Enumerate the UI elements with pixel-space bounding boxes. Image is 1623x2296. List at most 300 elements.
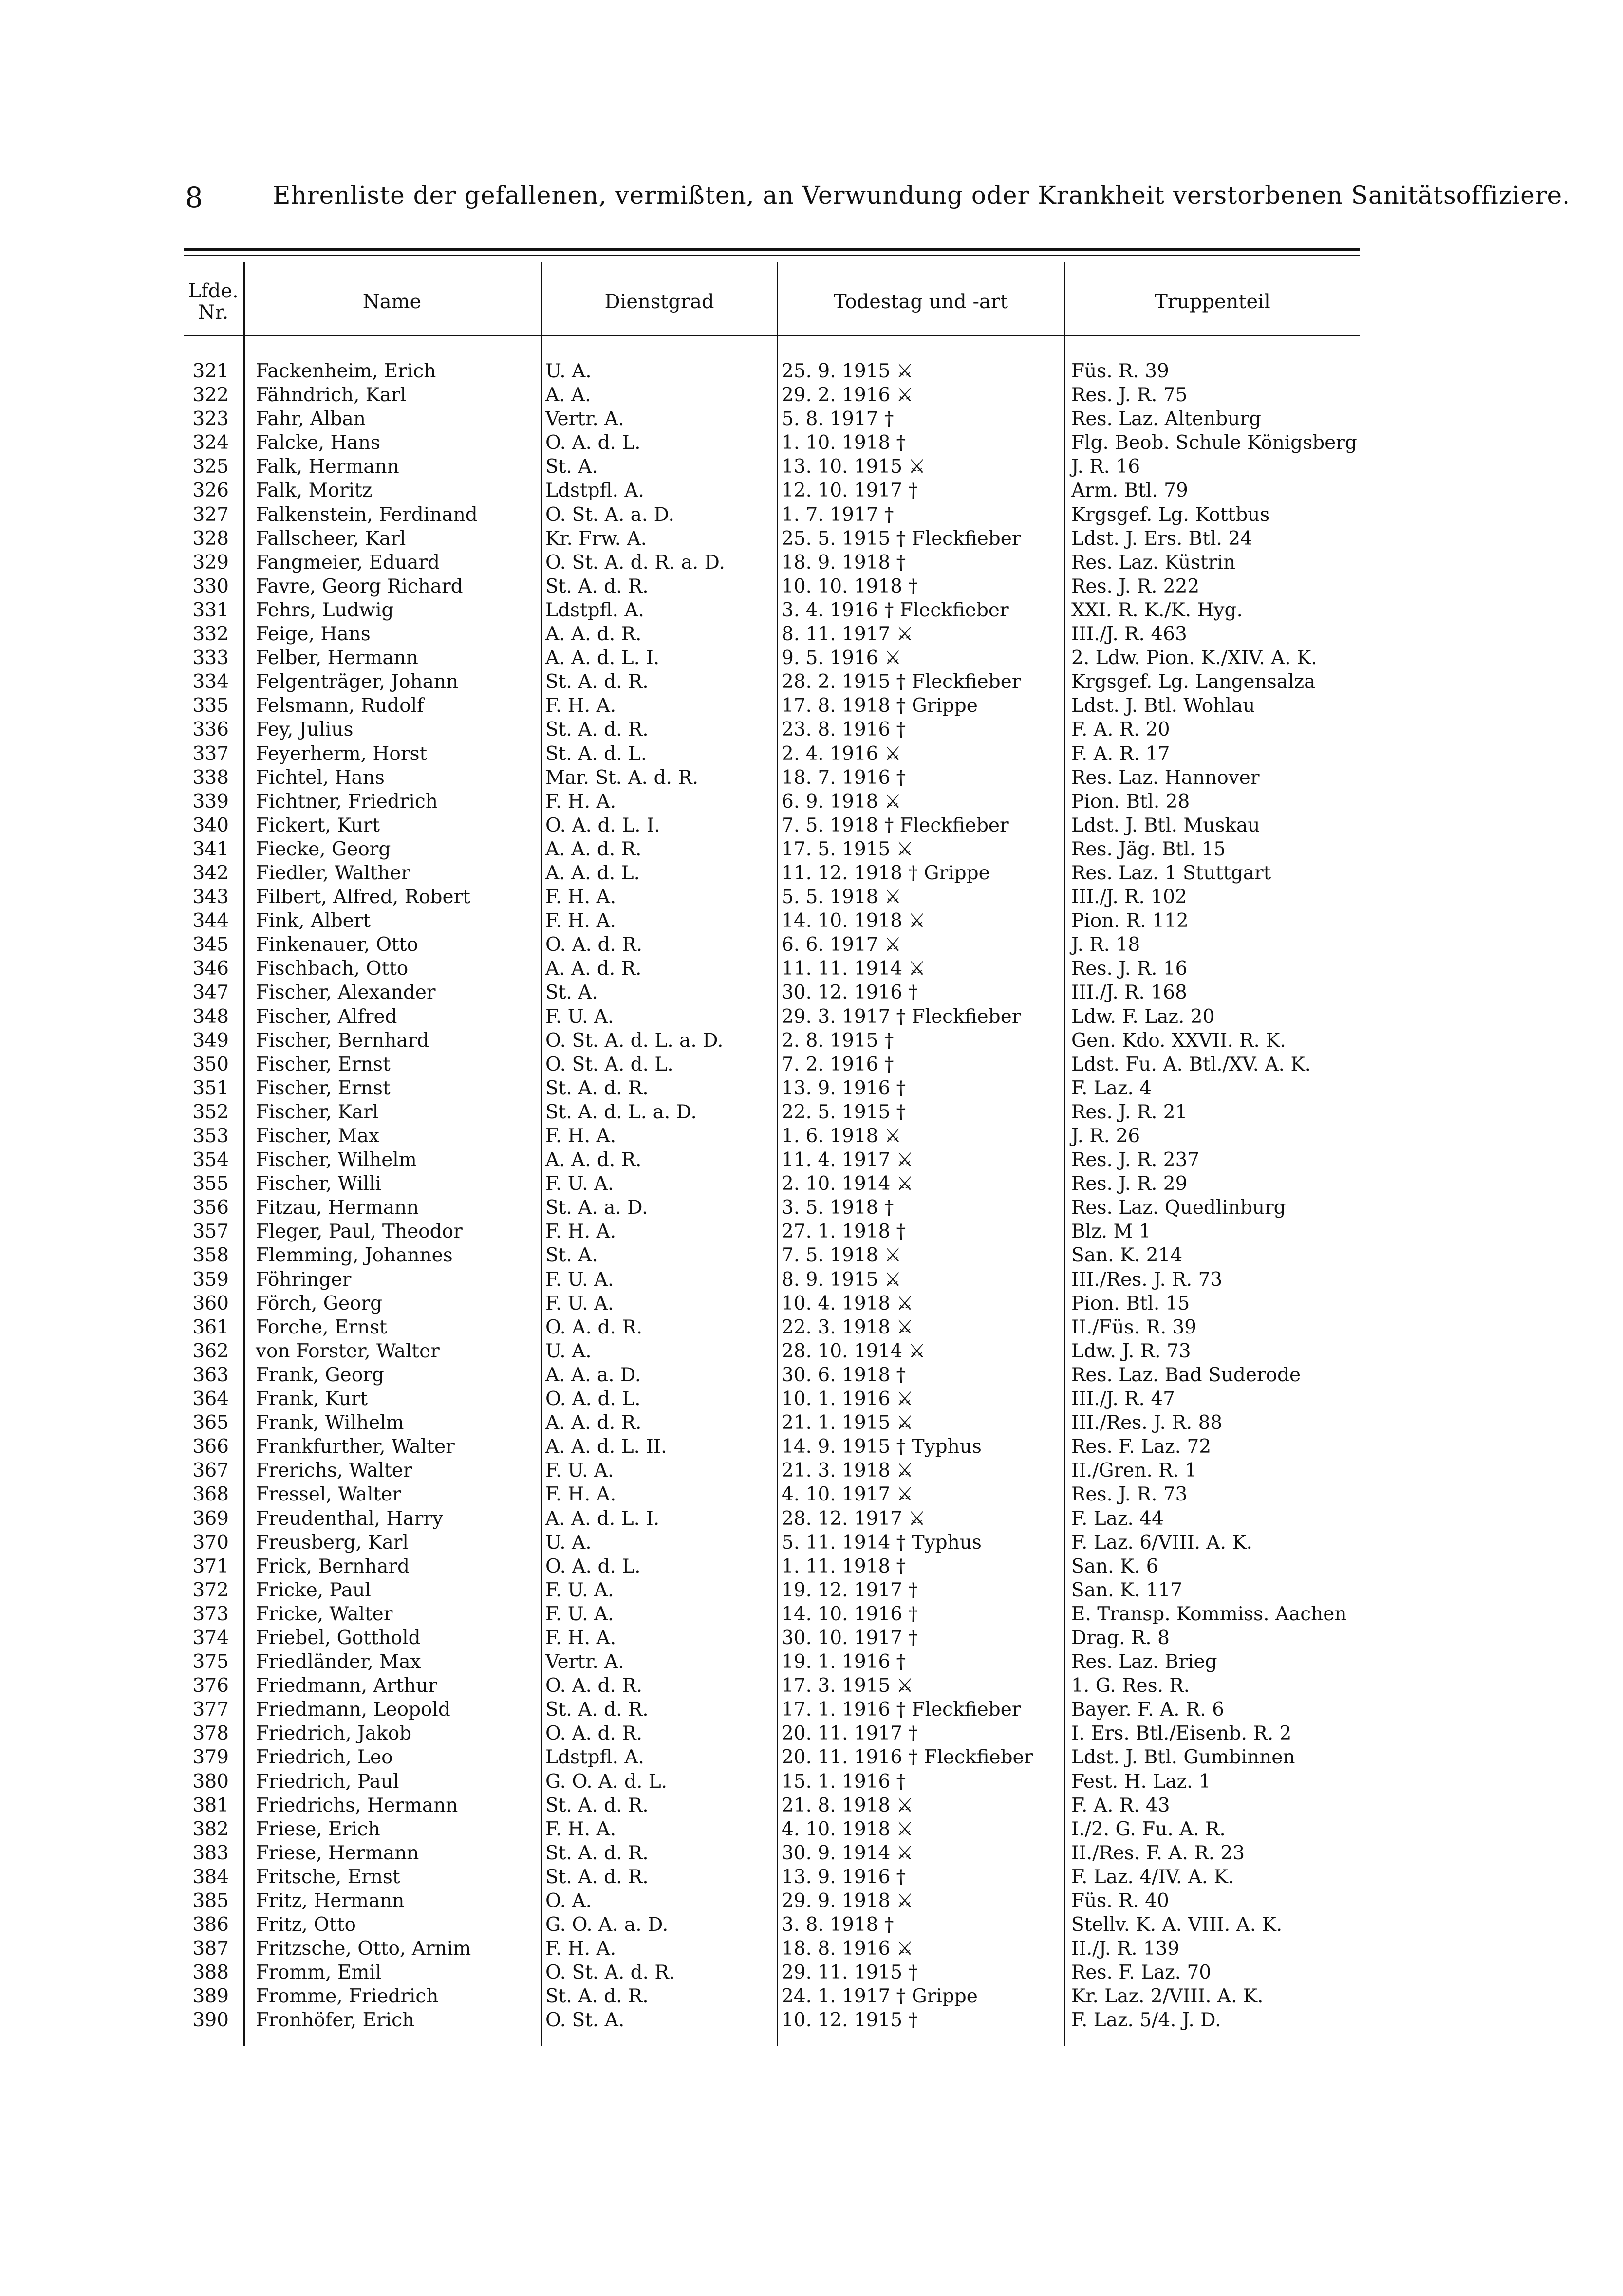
cell-name: Friebel, Gotthold xyxy=(256,1627,421,1649)
cell-death: 7. 2. 1916 † xyxy=(782,1053,894,1075)
cell-nr: 332 xyxy=(192,623,229,646)
cell-name: Fiedler, Walther xyxy=(256,862,410,884)
cell-rank: O. St. A. a. D. xyxy=(545,503,674,526)
cell-nr: 325 xyxy=(192,456,229,478)
cell-rank: U. A. xyxy=(545,360,592,382)
cell-nr: 338 xyxy=(192,766,229,789)
cell-name: Flemming, Johannes xyxy=(256,1244,453,1267)
cell-name: Fischer, Willi xyxy=(256,1173,382,1195)
cell-name: Fitzau, Hermann xyxy=(256,1197,419,1219)
cell-name: Forche, Ernst xyxy=(256,1316,387,1338)
cell-name: Fritz, Hermann xyxy=(256,1890,405,1912)
cell-unit: Res. Laz. Hannover xyxy=(1071,766,1260,789)
cell-nr: 323 xyxy=(192,408,229,430)
cell-rank: Ldstpfl. A. xyxy=(545,599,644,621)
cell-death: 20. 11. 1917 † xyxy=(782,1722,918,1745)
cell-nr: 360 xyxy=(192,1292,229,1315)
cell-unit: F. Laz. 4 xyxy=(1071,1077,1152,1099)
cell-unit: XXI. R. K./K. Hyg. xyxy=(1071,599,1243,621)
cell-rank: A. A. d. L. I. xyxy=(545,647,660,669)
cell-rank: O. A. xyxy=(545,1890,592,1912)
cell-death: 18. 9. 1918 † xyxy=(782,551,906,574)
cell-death: 10. 12. 1915 † xyxy=(782,2009,918,2032)
cell-nr: 366 xyxy=(192,1436,229,1458)
header-name: Name xyxy=(362,291,422,313)
cell-name: Fromm, Emil xyxy=(256,1962,382,1984)
cell-name: Falkenstein, Ferdinand xyxy=(256,503,478,526)
cell-name: Fischer, Wilhelm xyxy=(256,1149,417,1171)
cell-unit: Kr. Laz. 2/VIII. A. K. xyxy=(1071,1985,1264,2008)
cell-nr: 371 xyxy=(192,1555,229,1577)
cell-rank: A. A. d. L. xyxy=(545,862,640,884)
cell-name: Fritsche, Ernst xyxy=(256,1866,400,1888)
cell-rank: St. A. a. D. xyxy=(545,1197,648,1219)
cell-nr: 372 xyxy=(192,1579,229,1601)
cell-rank: F. H. A. xyxy=(545,1627,616,1649)
cell-death: 21. 3. 1918 ⚔ xyxy=(782,1460,914,1482)
cell-rank: F. H. A. xyxy=(545,1938,616,1960)
cell-rank: F. H. A. xyxy=(545,695,616,717)
cell-rank: U. A. xyxy=(545,1340,592,1362)
cell-nr: 345 xyxy=(192,934,229,956)
cell-rank: F. U. A. xyxy=(545,1173,614,1195)
cell-death: 3. 8. 1918 † xyxy=(782,1914,894,1936)
cell-name: Fischer, Ernst xyxy=(256,1077,391,1099)
cell-nr: 333 xyxy=(192,647,229,669)
cell-unit: F. Laz. 4/IV. A. K. xyxy=(1071,1866,1234,1888)
cell-rank: Vertr. A. xyxy=(545,408,624,430)
cell-unit: Füs. R. 39 xyxy=(1071,360,1169,382)
cell-nr: 370 xyxy=(192,1531,229,1554)
cell-name: Fleger, Paul, Theodor xyxy=(256,1221,463,1243)
cell-unit: Ldst. Fu. A. Btl./XV. A. K. xyxy=(1071,1053,1311,1075)
cell-nr: 350 xyxy=(192,1053,229,1075)
cell-rank: A. A. d. R. xyxy=(545,838,642,860)
cell-name: Felsmann, Rudolf xyxy=(256,695,424,717)
top-rule-thin xyxy=(184,255,1360,256)
header-rank: Dienstgrad xyxy=(604,291,714,313)
cell-death: 17. 5. 1915 ⚔ xyxy=(782,838,914,860)
cell-unit: II./J. R. 139 xyxy=(1071,1938,1180,1960)
cell-unit: III./Res. J. R. 88 xyxy=(1071,1412,1223,1434)
cell-nr: 375 xyxy=(192,1651,229,1673)
cell-death: 28. 10. 1914 ⚔ xyxy=(782,1340,926,1362)
cell-unit: Res. J. R. 75 xyxy=(1071,384,1188,407)
cell-death: 8. 9. 1915 ⚔ xyxy=(782,1268,901,1291)
cell-nr: 353 xyxy=(192,1125,229,1147)
cell-rank: F. H. A. xyxy=(545,1221,616,1243)
cell-nr: 384 xyxy=(192,1866,229,1888)
cell-rank: O. St. A. d. R. a. D. xyxy=(545,551,725,574)
cell-death: 1. 7. 1917 † xyxy=(782,503,894,526)
cell-rank: A. A. d. R. xyxy=(545,1412,642,1434)
cell-rank: St. A. d. L. a. D. xyxy=(545,1101,697,1123)
cell-nr: 335 xyxy=(192,695,229,717)
top-rule xyxy=(184,248,1360,251)
cell-nr: 380 xyxy=(192,1770,229,1793)
cell-nr: 369 xyxy=(192,1507,229,1530)
cell-name: Fackenheim, Erich xyxy=(256,360,436,382)
cell-death: 14. 10. 1916 † xyxy=(782,1603,918,1625)
cell-unit: Stellv. K. A. VIII. A. K. xyxy=(1071,1914,1283,1936)
cell-name: Fischer, Alfred xyxy=(256,1005,397,1028)
cell-death: 11. 4. 1917 ⚔ xyxy=(782,1149,914,1171)
cell-name: Fallscheer, Karl xyxy=(256,527,406,550)
column-divider xyxy=(1064,262,1065,2046)
cell-nr: 340 xyxy=(192,814,229,836)
cell-unit: I. Ers. Btl./Eisenb. R. 2 xyxy=(1071,1722,1292,1745)
cell-rank: F. U. A. xyxy=(545,1460,614,1482)
cell-unit: Ldst. J. Ers. Btl. 24 xyxy=(1071,527,1252,550)
cell-nr: 329 xyxy=(192,551,229,574)
cell-name: Filbert, Alfred, Robert xyxy=(256,886,470,908)
header-unit: Truppenteil xyxy=(1155,291,1270,313)
cell-unit: Res. F. Laz. 70 xyxy=(1071,1962,1212,1984)
cell-death: 5. 5. 1918 ⚔ xyxy=(782,886,901,908)
cell-nr: 378 xyxy=(192,1722,229,1745)
cell-death: 7. 5. 1918 ⚔ xyxy=(782,1244,901,1267)
cell-rank: O. A. d. R. xyxy=(545,934,642,956)
cell-rank: F. H. A. xyxy=(545,886,616,908)
cell-name: Falcke, Hans xyxy=(256,432,380,454)
cell-death: 12. 10. 1917 † xyxy=(782,480,918,502)
cell-unit: San. K. 6 xyxy=(1071,1555,1158,1577)
header-rule xyxy=(184,335,1360,336)
cell-nr: 362 xyxy=(192,1340,229,1362)
cell-rank: St. A. xyxy=(545,981,598,1004)
cell-nr: 379 xyxy=(192,1746,229,1769)
cell-nr: 351 xyxy=(192,1077,229,1099)
cell-death: 21. 8. 1918 ⚔ xyxy=(782,1794,914,1816)
cell-rank: O. St. A. d. R. xyxy=(545,1962,675,1984)
cell-name: Fichtner, Friedrich xyxy=(256,790,438,813)
cell-unit: San. K. 214 xyxy=(1071,1244,1183,1267)
cell-rank: A. A. d. L. II. xyxy=(545,1436,667,1458)
cell-name: Fischbach, Otto xyxy=(256,958,409,980)
cell-rank: O. St. A. d. L. xyxy=(545,1053,673,1075)
cell-name: Friedrich, Jakob xyxy=(256,1722,412,1745)
cell-rank: Mar. St. A. d. R. xyxy=(545,766,698,789)
cell-rank: St. A. d. R. xyxy=(545,719,649,741)
cell-nr: 347 xyxy=(192,981,229,1004)
cell-name: Fischer, Karl xyxy=(256,1101,379,1123)
column-unit xyxy=(1071,359,1359,2033)
cell-rank: F. U. A. xyxy=(545,1603,614,1625)
cell-name: Fischer, Bernhard xyxy=(256,1029,429,1052)
cell-death: 23. 8. 1916 † xyxy=(782,719,906,741)
cell-name: Fressel, Walter xyxy=(256,1483,401,1506)
cell-rank: St. A. d. R. xyxy=(545,1866,649,1888)
cell-name: Fritzsche, Otto, Arnim xyxy=(256,1938,471,1960)
cell-rank: F. U. A. xyxy=(545,1005,614,1028)
cell-nr: 331 xyxy=(192,599,229,621)
cell-death: 30. 12. 1916 † xyxy=(782,981,918,1004)
cell-nr: 382 xyxy=(192,1818,229,1840)
cell-nr: 376 xyxy=(192,1675,229,1697)
cell-rank: St. A. d. R. xyxy=(545,1077,649,1099)
cell-unit: Ldst. J. Btl. Wohlau xyxy=(1071,695,1255,717)
cell-name: Fischer, Max xyxy=(256,1125,379,1147)
cell-rank: A. A. xyxy=(545,384,591,407)
cell-unit: Res. J. R. 21 xyxy=(1071,1101,1188,1123)
cell-rank: St. A. d. R. xyxy=(545,1794,649,1816)
cell-death: 10. 4. 1918 ⚔ xyxy=(782,1292,914,1315)
cell-death: 17. 8. 1918 † Grippe xyxy=(782,695,978,717)
cell-rank: O. A. d. R. xyxy=(545,1675,642,1697)
cell-unit: Ldw. F. Laz. 20 xyxy=(1071,1005,1215,1028)
cell-unit: Res. Laz. Brieg xyxy=(1071,1651,1217,1673)
cell-name: Friedmann, Arthur xyxy=(256,1675,437,1697)
cell-rank: St. A. d. R. xyxy=(545,1842,649,1864)
cell-nr: 388 xyxy=(192,1962,229,1984)
cell-death: 13. 10. 1915 ⚔ xyxy=(782,456,926,478)
cell-nr: 361 xyxy=(192,1316,229,1338)
cell-unit: 1. G. Res. R. xyxy=(1071,1675,1190,1697)
cell-unit: III./Res. J. R. 73 xyxy=(1071,1268,1223,1291)
cell-rank: A. A. d. R. xyxy=(545,958,642,980)
cell-name: Fromme, Friedrich xyxy=(256,1985,439,2008)
cell-death: 29. 11. 1915 † xyxy=(782,1962,918,1984)
cell-death: 17. 3. 1915 ⚔ xyxy=(782,1675,914,1697)
cell-death: 14. 9. 1915 † Typhus xyxy=(782,1436,982,1458)
cell-unit: F. A. R. 43 xyxy=(1071,1794,1170,1816)
cell-unit: Fest. H. Laz. 1 xyxy=(1071,1770,1211,1793)
cell-unit: E. Transp. Kommiss. Aachen xyxy=(1071,1603,1347,1625)
cell-rank: O. A. d. R. xyxy=(545,1722,642,1745)
cell-death: 27. 1. 1918 † xyxy=(782,1221,906,1243)
cell-death: 19. 12. 1917 † xyxy=(782,1579,918,1601)
cell-nr: 328 xyxy=(192,527,229,550)
cell-rank: F. U. A. xyxy=(545,1268,614,1291)
column-divider xyxy=(243,262,245,2046)
cell-rank: F. H. A. xyxy=(545,1818,616,1840)
cell-name: Fischer, Alexander xyxy=(256,981,436,1004)
cell-death: 11. 12. 1918 † Grippe xyxy=(782,862,990,884)
cell-death: 1. 11. 1918 † xyxy=(782,1555,906,1577)
column-divider xyxy=(541,262,542,2046)
cell-unit: San. K. 117 xyxy=(1071,1579,1183,1601)
cell-death: 2. 10. 1914 ⚔ xyxy=(782,1173,914,1195)
cell-death: 2. 8. 1915 † xyxy=(782,1029,894,1052)
cell-rank: A. A. d. R. xyxy=(545,623,642,646)
cell-nr: 336 xyxy=(192,719,229,741)
cell-name: Föhringer xyxy=(256,1268,352,1291)
cell-unit: Krgsgef. Lg. Kottbus xyxy=(1071,503,1270,526)
cell-rank: F. H. A. xyxy=(545,1125,616,1147)
cell-rank: St. A. xyxy=(545,456,598,478)
cell-death: 14. 10. 1918 ⚔ xyxy=(782,910,926,932)
cell-unit: Res. J. R. 16 xyxy=(1071,958,1188,980)
cell-unit: Flg. Beob. Schule Königsberg xyxy=(1071,432,1357,454)
cell-name: Fronhöfer, Erich xyxy=(256,2009,415,2032)
cell-name: Freusberg, Karl xyxy=(256,1531,409,1554)
cell-name: Frerichs, Walter xyxy=(256,1460,412,1482)
cell-name: Frick, Bernhard xyxy=(256,1555,410,1577)
cell-death: 20. 11. 1916 † Fleckfieber xyxy=(782,1746,1033,1769)
cell-unit: 2. Ldw. Pion. K./XIV. A. K. xyxy=(1071,647,1317,669)
cell-nr: 381 xyxy=(192,1794,229,1816)
column-nr xyxy=(185,359,229,2033)
cell-name: Frank, Kurt xyxy=(256,1388,368,1410)
cell-rank: St. A. d. L. xyxy=(545,742,647,765)
cell-name: Fangmeier, Eduard xyxy=(256,551,440,574)
cell-nr: 324 xyxy=(192,432,229,454)
cell-death: 30. 9. 1914 ⚔ xyxy=(782,1842,914,1864)
cell-death: 28. 2. 1915 † Fleckfieber xyxy=(782,671,1021,693)
cell-death: 18. 8. 1916 ⚔ xyxy=(782,1938,914,1960)
cell-nr: 342 xyxy=(192,862,229,884)
cell-name: Falk, Hermann xyxy=(256,456,399,478)
cell-nr: 387 xyxy=(192,1938,229,1960)
cell-name: von Forster, Walter xyxy=(256,1340,440,1362)
cell-death: 30. 6. 1918 † xyxy=(782,1364,906,1386)
cell-death: 9. 5. 1916 ⚔ xyxy=(782,647,901,669)
cell-death: 2. 4. 1916 ⚔ xyxy=(782,742,901,765)
cell-name: Feige, Hans xyxy=(256,623,371,646)
header-nr: Lfde. Nr. xyxy=(188,280,239,324)
cell-nr: 330 xyxy=(192,575,229,597)
cell-name: Friedmann, Leopold xyxy=(256,1699,450,1721)
cell-nr: 349 xyxy=(192,1029,229,1052)
cell-name: Frank, Georg xyxy=(256,1364,384,1386)
cell-death: 22. 5. 1915 † xyxy=(782,1101,906,1123)
cell-name: Favre, Georg Richard xyxy=(256,575,463,597)
cell-unit: II./Füs. R. 39 xyxy=(1071,1316,1197,1338)
cell-nr: 352 xyxy=(192,1101,229,1123)
cell-nr: 385 xyxy=(192,1890,229,1912)
cell-death: 28. 12. 1917 ⚔ xyxy=(782,1507,926,1530)
cell-death: 18. 7. 1916 † xyxy=(782,766,906,789)
header-death: Todestag und -art xyxy=(833,291,1008,313)
cell-death: 17. 1. 1916 † Fleckfieber xyxy=(782,1699,1021,1721)
cell-nr: 346 xyxy=(192,958,229,980)
cell-rank: O. A. d. L. xyxy=(545,1555,641,1577)
cell-unit: F. A. R. 17 xyxy=(1071,742,1170,765)
cell-death: 5. 11. 1914 † Typhus xyxy=(782,1531,982,1554)
cell-death: 4. 10. 1917 ⚔ xyxy=(782,1483,914,1506)
cell-rank: F. H. A. xyxy=(545,790,616,813)
cell-name: Feyerherm, Horst xyxy=(256,742,428,765)
cell-nr: 354 xyxy=(192,1149,229,1171)
cell-death: 25. 5. 1915 † Fleckfieber xyxy=(782,527,1021,550)
cell-death: 24. 1. 1917 † Grippe xyxy=(782,1985,978,2008)
cell-name: Fricke, Paul xyxy=(256,1579,371,1601)
cell-name: Fahr, Alban xyxy=(256,408,366,430)
cell-unit: Pion. R. 112 xyxy=(1071,910,1189,932)
cell-rank: F. H. A. xyxy=(545,1483,616,1506)
cell-unit: Pion. Btl. 28 xyxy=(1071,790,1190,813)
cell-name: Fickert, Kurt xyxy=(256,814,380,836)
cell-unit: III./J. R. 47 xyxy=(1071,1388,1175,1410)
cell-unit: Ldst. J. Btl. Muskau xyxy=(1071,814,1260,836)
cell-nr: 357 xyxy=(192,1221,229,1243)
cell-unit: Res. Laz. Quedlinburg xyxy=(1071,1197,1286,1219)
cell-death: 3. 5. 1918 † xyxy=(782,1197,894,1219)
cell-rank: F. U. A. xyxy=(545,1579,614,1601)
cell-nr: 327 xyxy=(192,503,229,526)
cell-name: Fricke, Walter xyxy=(256,1603,393,1625)
cell-name: Fink, Albert xyxy=(256,910,371,932)
cell-nr: 339 xyxy=(192,790,229,813)
cell-death: 29. 2. 1916 ⚔ xyxy=(782,384,914,407)
cell-unit: II./Res. F. A. R. 23 xyxy=(1071,1842,1245,1864)
cell-nr: 348 xyxy=(192,1005,229,1028)
cell-unit: Res. Laz. 1 Stuttgart xyxy=(1071,862,1271,884)
cell-unit: J. R. 16 xyxy=(1071,456,1140,478)
cell-nr: 373 xyxy=(192,1603,229,1625)
cell-nr: 363 xyxy=(192,1364,229,1386)
cell-unit: III./J. R. 463 xyxy=(1071,623,1187,646)
cell-death: 1. 6. 1918 ⚔ xyxy=(782,1125,901,1147)
cell-rank: G. O. A. a. D. xyxy=(545,1914,669,1936)
cell-name: Frankfurther, Walter xyxy=(256,1436,455,1458)
cell-death: 30. 10. 1917 † xyxy=(782,1627,918,1649)
cell-unit: Drag. R. 8 xyxy=(1071,1627,1170,1649)
cell-rank: A. A. d. R. xyxy=(545,1149,642,1171)
cell-death: 3. 4. 1916 † Fleckfieber xyxy=(782,599,1009,621)
cell-death: 11. 11. 1914 ⚔ xyxy=(782,958,926,980)
cell-nr: 374 xyxy=(192,1627,229,1649)
cell-unit: Krgsgef. Lg. Langensalza xyxy=(1071,671,1316,693)
cell-name: Fischer, Ernst xyxy=(256,1053,391,1075)
cell-rank: O. A. d. R. xyxy=(545,1316,642,1338)
cell-nr: 341 xyxy=(192,838,229,860)
cell-name: Felgenträger, Johann xyxy=(256,671,459,693)
cell-name: Fiecke, Georg xyxy=(256,838,391,860)
cell-unit: Res. Laz. Altenburg xyxy=(1071,408,1261,430)
cell-name: Friedrichs, Hermann xyxy=(256,1794,458,1816)
cell-death: 29. 9. 1918 ⚔ xyxy=(782,1890,914,1912)
cell-rank: Kr. Frw. A. xyxy=(545,527,647,550)
cell-rank: St. A. d. R. xyxy=(545,1699,649,1721)
cell-death: 5. 8. 1917 † xyxy=(782,408,894,430)
cell-unit: Res. F. Laz. 72 xyxy=(1071,1436,1212,1458)
column-death xyxy=(782,359,1059,2033)
cell-death: 4. 10. 1918 ⚔ xyxy=(782,1818,914,1840)
cell-unit: Ldw. J. R. 73 xyxy=(1071,1340,1191,1362)
cell-rank: F. H. A. xyxy=(545,910,616,932)
cell-nr: 377 xyxy=(192,1699,229,1721)
cell-unit: Res. Jäg. Btl. 15 xyxy=(1071,838,1226,860)
cell-unit: F. A. R. 20 xyxy=(1071,719,1170,741)
cell-nr: 383 xyxy=(192,1842,229,1864)
cell-name: Friese, Hermann xyxy=(256,1842,419,1864)
cell-unit: III./J. R. 102 xyxy=(1071,886,1187,908)
cell-death: 6. 9. 1918 ⚔ xyxy=(782,790,901,813)
cell-name: Fritz, Otto xyxy=(256,1914,356,1936)
cell-nr: 356 xyxy=(192,1197,229,1219)
cell-unit: II./Gren. R. 1 xyxy=(1071,1460,1197,1482)
cell-nr: 389 xyxy=(192,1985,229,2008)
cell-nr: 334 xyxy=(192,671,229,693)
cell-rank: St. A. d. R. xyxy=(545,575,649,597)
cell-unit: F. Laz. 5/4. J. D. xyxy=(1071,2009,1221,2032)
cell-name: Fichtel, Hans xyxy=(256,766,385,789)
page-number: 8 xyxy=(185,181,203,214)
cell-unit: III./J. R. 168 xyxy=(1071,981,1187,1004)
cell-unit: Res. J. R. 29 xyxy=(1071,1173,1188,1195)
cell-death: 29. 3. 1917 † Fleckfieber xyxy=(782,1005,1021,1028)
cell-name: Friedrich, Paul xyxy=(256,1770,399,1793)
cell-nr: 337 xyxy=(192,742,229,765)
cell-death: 19. 1. 1916 † xyxy=(782,1651,906,1673)
cell-death: 6. 6. 1917 ⚔ xyxy=(782,934,901,956)
cell-nr: 326 xyxy=(192,480,229,502)
cell-death: 1. 10. 1918 † xyxy=(782,432,906,454)
cell-death: 15. 1. 1916 † xyxy=(782,1770,906,1793)
column-rank xyxy=(545,359,779,2033)
cell-rank: O. A. d. L. I. xyxy=(545,814,660,836)
